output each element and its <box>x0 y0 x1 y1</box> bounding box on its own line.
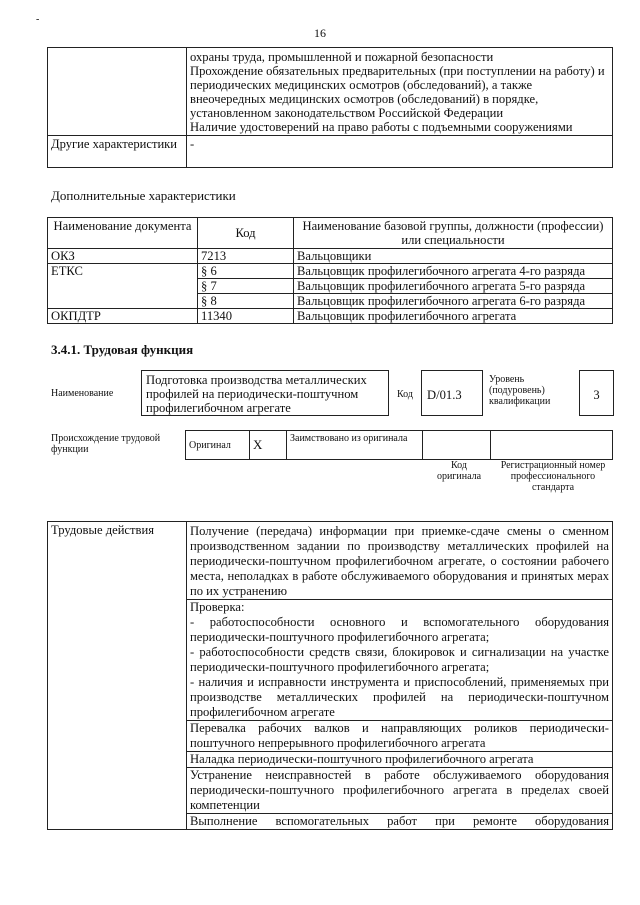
row-name: Вальцовщик профилегибочного агрегата <box>294 309 613 324</box>
level-box <box>579 370 614 416</box>
requirement-line: охраны труда, промышленной и пожарной безопасности <box>190 50 494 64</box>
row-document: ОКЗ <box>48 249 198 264</box>
labor-action-item: Перевалка рабочих валков и направляющих роликов периодически-поштучного непрерывного профилегибочного агрегата <box>187 721 613 752</box>
header-document: Наименование документа <box>48 218 198 249</box>
margin-tick: - <box>36 14 40 25</box>
row-code: § 8 <box>198 294 294 309</box>
check-subitem: - работоспособности средств связи, блокировок и сигнализации на участке периодически-поштучного профилегибочного агрегата; <box>190 645 609 674</box>
header-code: Код <box>198 218 294 249</box>
labor-action-item: Получение (передача) информации при приемке-сдаче смены о сменном производственном задании по производству металлических профилей на периодически-поштучном профилегибочном агрегате, о состоянии рабочего места, неполадках в работе обслуживаемого оборудования и принятых мерах по их устранению <box>187 522 613 600</box>
row-name: Вальцовщик профилегибочного агрегата 4-го разряда <box>294 264 613 279</box>
level-label: Уровень (подуровень) квалификации <box>489 374 551 407</box>
origin-label: Происхождение трудовой функции <box>51 433 161 455</box>
requirements-table <box>47 47 613 168</box>
check-subitem: - работоспособности основного и вспомогательного оборудования периодически-поштучного профилегибочного агрегата; <box>190 615 609 644</box>
name-label: Наименование <box>51 388 114 399</box>
row-name: Вальцовщики <box>294 249 613 264</box>
row-name: Вальцовщик профилегибочного агрегата 5-го разряда <box>294 279 613 294</box>
row-name: Вальцовщик профилегибочного агрегата 6-го разряда <box>294 294 613 309</box>
code-original-cell <box>423 431 491 460</box>
function-name-box <box>141 370 389 416</box>
labor-action-item: Наладка периодически-поштучного профилегибочного агрегата <box>187 752 613 768</box>
requirements-empty-cell <box>48 48 187 136</box>
classification-table <box>47 217 613 324</box>
additional-characteristics-title: Дополнительные характеристики <box>51 188 236 203</box>
row-document: ОКПДТР <box>48 309 198 324</box>
original-mark: X <box>250 431 287 460</box>
page-number: 16 <box>314 26 326 40</box>
other-characteristics-label: Другие характеристики <box>48 136 187 168</box>
check-subitem: - наличия и исправности инструмента и приспособлений, применяемых при производстве металлических профилей на периодически-поштучном профилегибочном агрегате <box>190 675 609 719</box>
reg-number-label: Регистрационный номер профессионального стандарта <box>500 460 606 493</box>
function-code-box <box>421 370 483 416</box>
row-code: 7213 <box>198 249 294 264</box>
labor-action-item: Устранение неисправностей в работе обслуживаемого оборудования периодически-поштучного профилегибочного агрегата в пределах своей компетенции <box>187 768 613 814</box>
origin-table <box>185 430 613 460</box>
labor-actions-label: Трудовые действия <box>48 522 187 830</box>
labor-actions-table <box>47 521 613 830</box>
reg-number-cell <box>491 431 613 460</box>
borrowed-label: Заимствовано из оригинала <box>287 431 423 460</box>
function-code-value: D/01.3 <box>427 388 462 402</box>
header-group-name: Наименование базовой группы, должности (профессии) или специальности <box>294 218 613 249</box>
labor-action-item: Выполнение вспомогательных работ при ремонте оборудования <box>187 814 613 830</box>
check-title: Проверка: <box>190 600 245 614</box>
labor-action-item <box>187 600 613 721</box>
requirement-line: Наличие удостоверений на право работы с подъемными сооружениями <box>190 120 573 134</box>
code-label: Код <box>397 389 413 400</box>
requirement-line: Прохождение обязательных предварительных (при поступлении на работу) и периодических медицинских осмотров (обследований), а также внеочередных медицинских осмотров (обследований) в порядке, установленном законодательством Российской Федерации <box>190 64 605 120</box>
row-code: 11340 <box>198 309 294 324</box>
code-original-label: Код оригинала <box>436 460 482 482</box>
level-value: 3 <box>593 388 600 402</box>
row-code: § 6 <box>198 264 294 279</box>
other-characteristics-value: - <box>187 136 613 168</box>
function-name-value: Подготовка производства металлических профилей на периодически-поштучном профилегибочном агрегате <box>146 373 367 415</box>
original-label: Оригинал <box>186 431 250 460</box>
row-document: ЕТКС <box>48 264 198 309</box>
section-title: 3.4.1. Трудовая функция <box>51 342 194 357</box>
row-code: § 7 <box>198 279 294 294</box>
requirements-cell <box>187 48 613 136</box>
